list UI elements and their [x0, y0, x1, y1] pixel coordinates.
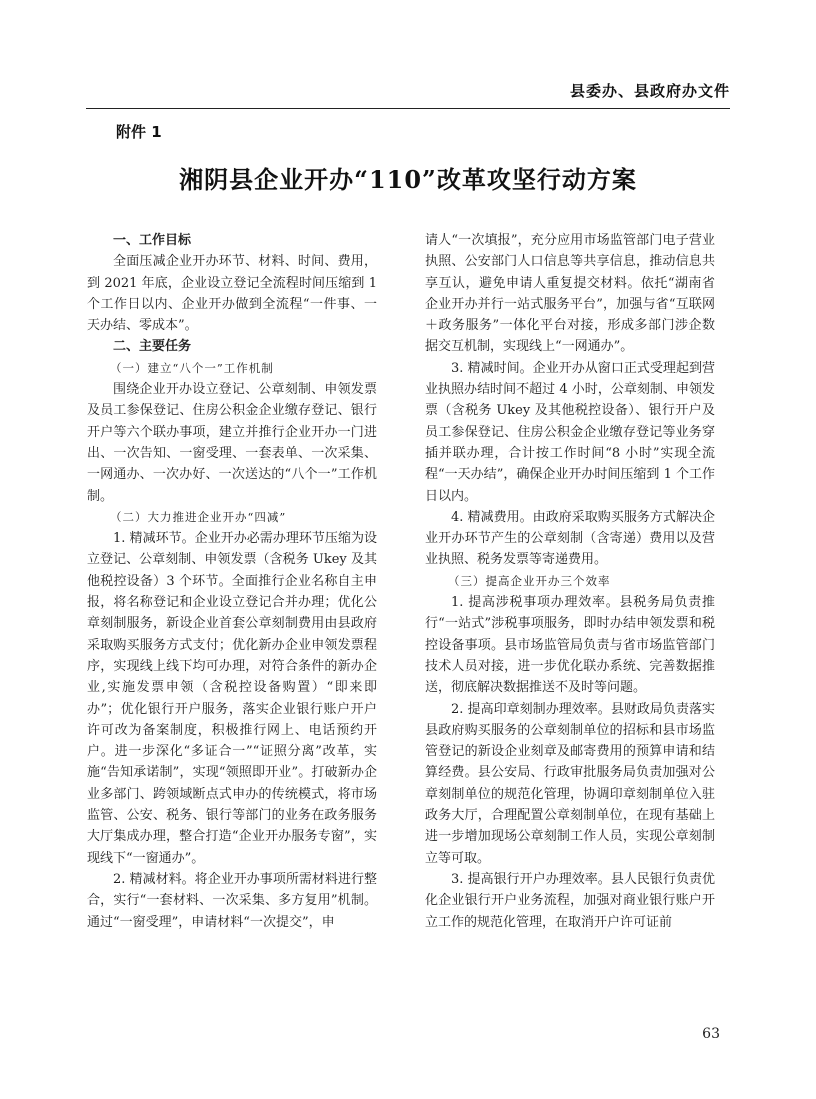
left-column	[87, 230, 377, 933]
section-heading: 二、主要任务	[113, 339, 192, 355]
paragraph: 1. 精减环节。企业开办必需办理环节压缩为设立登记、公章刻制、申领发票（含税务 Ukey 及其他税控设备）3 个环节。全面推行企业名称自主申报，将名称登记和企业设立登记合并办理；优化公章刻制服务，新设企业首套公章刻制费用由县政府采取购买服务方式支付；优化新办企业申领发票程序，实现线上线下均可办理，对符合条件的新办企业,实施发票申领（含税控设备购置）“即来即办”；优化银行开户服务，落实企业银行账户开户许可改为备案制度，积极推行网上、电话预约开户。进一步深化“多证合一”“证照分离”改革，实施“告知承诺制”，实现“领照即开业”。打破新办企业多部门、跨领域断点式申办的传统模式，将市场监管、公安、税务、银行等部门的业务在政务服务大厅集成办理，整合打造“企业开办服务专窗”，实现线下“一窗通办”。	[87, 531, 377, 866]
paragraph: 1. 提高涉税事项办理效率。县税务局负责推行“一站式”涉税事项服务，即时办结申领发票和税控设备事项。县市场监管局负责与省市场监管部门技术人员对接，进一步优化联办系统、完善数据推送，彻底解决数据推送不及时等问题。	[425, 595, 715, 696]
header-title: 县委办、县政府办文件	[569, 82, 730, 100]
subsection-heading: （一）建立“八个一”工作机制	[110, 360, 274, 375]
paragraph-continued: 请人“一次填报”，充分应用市场监管部门电子营业执照、公安部门人口信息等共享信息，推动信息共享互认，避免申请人重复提交材料。依托“湖南省企业开办并行一站式服务平台”，加强与省“互联网＋政务服务”一体化平台对接，形成多部门涉企数据交互机制，实现线上“一网通办”。	[425, 233, 715, 355]
document-title: 湘阴县企业开办“110”改革攻坚行动方案	[179, 165, 637, 194]
header-divider	[86, 108, 730, 109]
paragraph: 围绕企业开办设立登记、公章刻制、申领发票及员工参保登记、住房公积金企业缴存登记、银行开户等六个联办事项，建立并推行企业开办一门进出、一次告知、一窗受理、一套表单、一次采集、一网通办、一次办好、一次送达的“八个一”工作机制。	[87, 382, 377, 504]
subsection-heading: （二）大力推进企业开办“四减”	[110, 509, 287, 524]
attachment-label: 附件 1	[116, 123, 162, 141]
paragraph: 4. 精减费用。由政府采取购买服务方式解决企业开办环节产生的公章刻制（含寄递）费用以及营业执照、税务发票等寄递费用。	[425, 509, 715, 568]
page-number: 63	[702, 1026, 720, 1042]
right-column	[425, 230, 715, 933]
paragraph: 3. 精减时间。企业开办从窗口正式受理起到营业执照办结时间不超过 4 小时，公章刻制、申领发票（含税务 Ukey 及其他税控设备）、银行开户及员工参保登记、住房公积金企业缴存登记等业务穿插并联办理，合计按工作时间“8 小时”实现全流程“一天办结”，确保企业开办时间压缩到 1 个工作日以内。	[425, 360, 715, 504]
section-heading: 一、工作目标	[113, 233, 192, 248]
paragraph: 3. 提高银行开户办理效率。县人民银行负责优化企业银行开户业务流程，加强对商业银行账户开立工作的规范化管理，在取消开户许可证前	[425, 871, 715, 930]
subsection-heading: （三）提高企业开办三个效率	[448, 573, 611, 588]
paragraph: 2. 精减材料。将企业开办事项所需材料进行整合，实行“一套材料、一次采集、多方复用”机制。通过“一窗受理”，申请材料“一次提交”，申	[87, 871, 377, 930]
paragraph: 全面压减企业开办环节、材料、时间、费用，到 2021 年底，企业设立登记全流程时间压缩到 1 个工作日以内、企业开办做到全流程“一件事、一天办结、零成本”。	[87, 254, 377, 334]
paragraph: 2. 提高印章刻制办理效率。县财政局负责落实县政府购买服务的公章刻制单位的招标和县市场监管登记的新设企业刻章及邮寄费用的预算申请和结算经费。县公安局、行政审批服务局负责加强对公章刻制单位的规范化管理，协调印章刻制单位入驻政务大厅，合理配置公章刻制单位，在现有基础上进一步增加现场公章刻制工作人员，实现公章刻制立等可取。	[425, 701, 715, 866]
